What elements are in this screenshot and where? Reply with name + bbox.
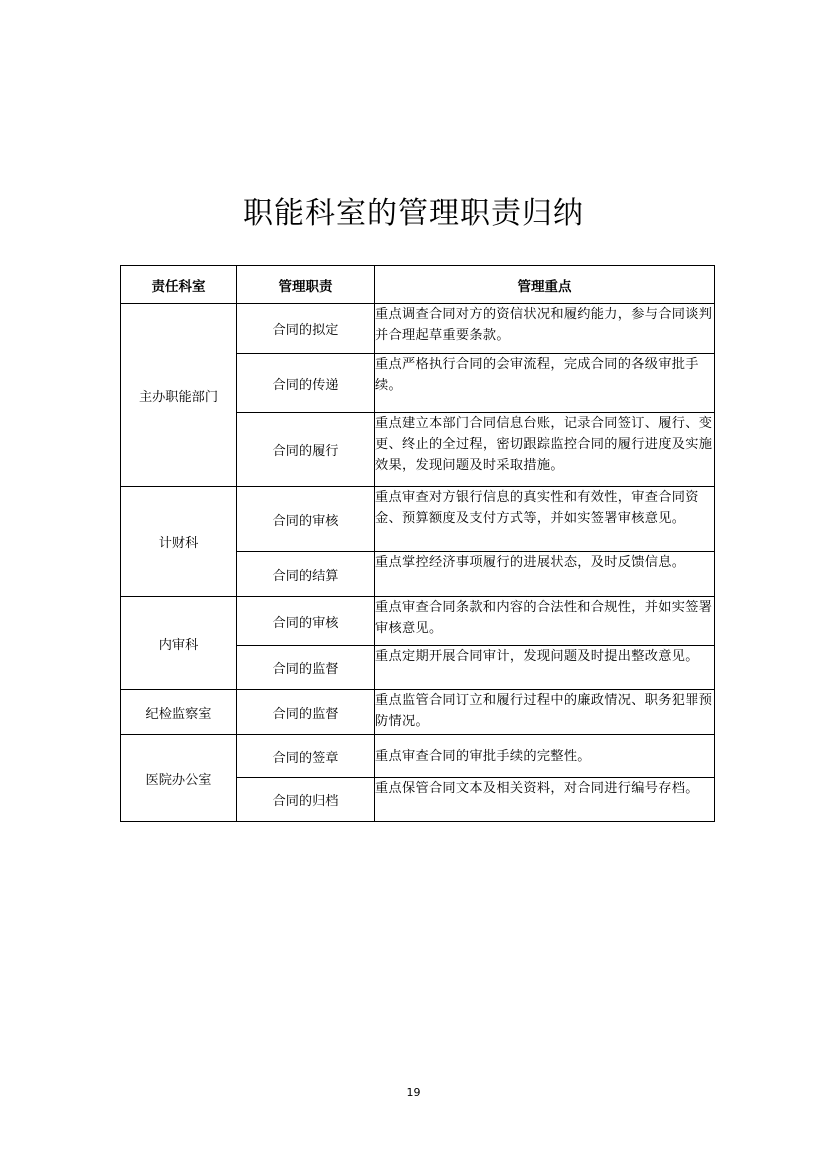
header-duty: 管理职责: [237, 266, 375, 304]
focus-cell: 重点审查合同的审批手续的完整性。: [375, 735, 715, 778]
dept-cell: 计财科: [121, 487, 237, 597]
focus-cell: 重点监管合同订立和履行过程中的廉政情况、职务犯罪预防情况。: [375, 690, 715, 735]
header-dept: 责任科室: [121, 266, 237, 304]
table-row: [121, 690, 715, 735]
duty-cell: 合同的归档: [237, 778, 375, 822]
duty-cell: 合同的审核: [237, 597, 375, 646]
focus-cell: 重点建立本部门合同信息台账，记录合同签订、履行、变更、终止的全过程，密切跟踪监控合同的履行进度及实施效果，发现问题及时采取措施。: [375, 413, 715, 487]
focus-cell: 重点审查对方银行信息的真实性和有效性，审查合同资金、预算额度及支付方式等，并如实签署审核意见。: [375, 487, 715, 552]
duty-cell: 合同的结算: [237, 552, 375, 597]
focus-cell: 重点掌控经济事项履行的进展状态，及时反馈信息。: [375, 552, 715, 597]
focus-cell: 重点审查合同条款和内容的合法性和合规性，并如实签署审核意见。: [375, 597, 715, 646]
duty-cell: 合同的传递: [237, 354, 375, 413]
duty-cell: 合同的拟定: [237, 304, 375, 354]
duty-cell: 合同的监督: [237, 646, 375, 690]
dept-cell: 内审科: [121, 597, 237, 690]
table-row: [121, 735, 715, 778]
duty-cell: 合同的监督: [237, 690, 375, 735]
focus-cell: 重点严格执行合同的会审流程，完成合同的各级审批手续。: [375, 354, 715, 413]
duty-cell: 合同的履行: [237, 413, 375, 487]
focus-cell: 重点调查合同对方的资信状况和履约能力，参与合同谈判并合理起草重要条款。: [375, 304, 715, 354]
table-row: [121, 487, 715, 552]
page-title: 职能科室的管理职责归纳: [243, 196, 584, 231]
focus-cell: 重点保管合同文本及相关资料，对合同进行编号存档。: [375, 778, 715, 822]
header-focus: 管理重点: [375, 266, 715, 304]
duty-cell: 合同的签章: [237, 735, 375, 778]
dept-cell: 主办职能部门: [121, 304, 237, 487]
focus-cell: 重点定期开展合同审计，发现问题及时提出整改意见。: [375, 646, 715, 690]
duty-cell: 合同的审核: [237, 487, 375, 552]
dept-cell: 纪检监察室: [121, 690, 237, 735]
table-row: [121, 304, 715, 354]
dept-cell: 医院办公室: [121, 735, 237, 822]
page-number: 19: [406, 1086, 421, 1099]
table-row: [121, 597, 715, 646]
responsibility-table: [120, 265, 715, 822]
table-header-row: [121, 266, 715, 304]
